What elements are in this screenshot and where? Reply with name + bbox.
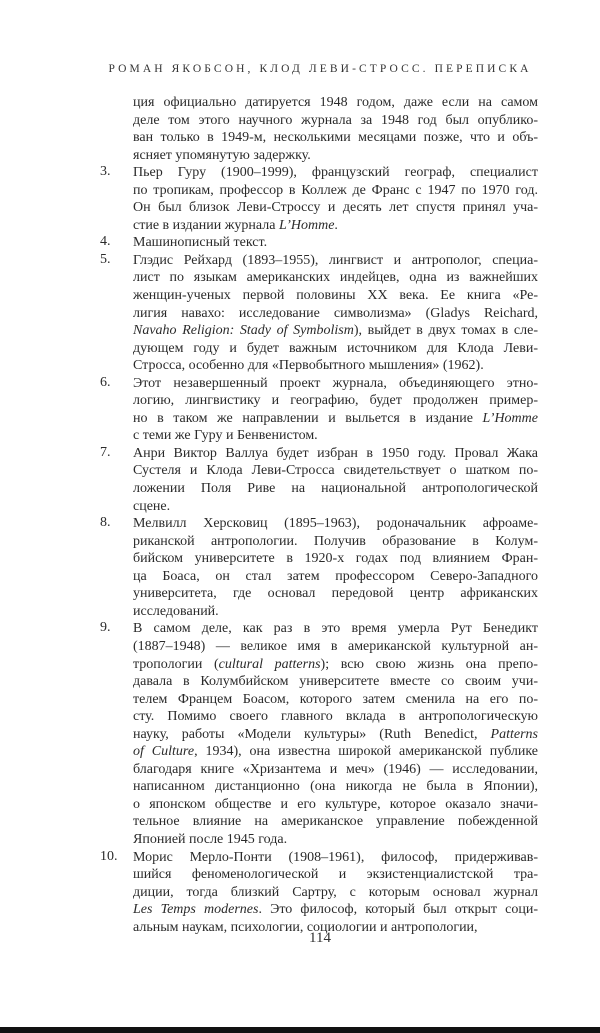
endnote bbox=[100, 620, 538, 848]
endnote-text-line: лигия навахо: исследование символизма» (Gladys Reichard, bbox=[133, 305, 538, 321]
endnote-text-line: сту. Помимо своего главного вклада в антропологическую bbox=[133, 709, 538, 725]
endnote-text-line: деле том этого научного журнала за 1948 год был опублико- bbox=[133, 112, 538, 128]
endnote-text-line: of Culture, 1934), она известна широкой американской публике bbox=[133, 744, 538, 760]
endnote-text-line: стие в издании журнала L’Homme. bbox=[133, 217, 338, 233]
endnote-text-line: Машинописный текст. bbox=[133, 235, 268, 251]
endnote bbox=[100, 94, 538, 164]
endnote-text-line: альным наукам, психологии, социологии и антропологии, bbox=[133, 919, 478, 935]
endnote-text-line: Мелвилл Херсковиц (1895–1963), родоначальник афроаме- bbox=[133, 516, 538, 532]
endnote-text-line: Пьер Гуру (1900–1999), французский географ, специалист bbox=[133, 165, 538, 181]
endnote-number: 4. bbox=[100, 234, 111, 250]
endnote-text-line: исследований. bbox=[133, 603, 219, 619]
endnote-text-line: В самом деле, как раз в это время умерла Рут Бенедикт bbox=[133, 621, 538, 637]
endnote-text-line: но в таком же направлении и выльется в издание L’Homme bbox=[133, 410, 538, 426]
endnote-text-line: сцене. bbox=[133, 498, 171, 514]
endnote-number: 7. bbox=[100, 444, 111, 460]
endnote bbox=[100, 515, 538, 620]
endnote bbox=[100, 375, 538, 445]
endnote-number: 9. bbox=[100, 620, 111, 636]
italic-title: cultural patterns bbox=[218, 656, 321, 672]
endnote-text-line: шийся феноменологической и экзистенциалистской тра- bbox=[133, 867, 538, 883]
endnote-text-line: логию, лингвистику и географию, будет продолжен пример- bbox=[133, 393, 538, 409]
endnote-text-line: Сустеля и Клода Леви-Стросса свидетельствует о шатком по- bbox=[133, 463, 538, 479]
endnote-text-line: бийском университете в 1920-х годах под влиянием Фран- bbox=[133, 551, 538, 567]
endnote-number: 10. bbox=[100, 848, 118, 864]
italic-title: L’Homme bbox=[482, 410, 538, 426]
italic-title: Patterns bbox=[490, 726, 538, 742]
endnote-text-line: диции, тогда близкий Сартру, с которым основал журнал bbox=[133, 884, 538, 900]
endnote-number: 6. bbox=[100, 374, 111, 390]
page-number: 114 bbox=[309, 930, 331, 946]
endnote bbox=[100, 164, 538, 234]
endnote-number: 8. bbox=[100, 515, 111, 531]
endnote-text-line: ван только в 1949-м, несколькими месяцами позже, что и объ- bbox=[133, 130, 538, 146]
endnote-text-line: (1887–1948) — великое имя в американской культурной ан- bbox=[133, 638, 538, 654]
bottom-border bbox=[0, 1027, 600, 1033]
endnote-text-line: Морис Мерло-Понти (1908–1961), философ, придерживав- bbox=[133, 849, 538, 865]
endnote-text-line: Les Temps modernes. Это философ, который был открыт соци- bbox=[133, 902, 539, 918]
endnote-text-line: Стросса, особенно для «Первобытного мышления» (1962). bbox=[133, 358, 484, 374]
endnote-text-line: ложении Поля Риве на национальной антропологической bbox=[133, 481, 538, 497]
endnote bbox=[100, 234, 538, 252]
endnote-text-line: женщин-ученых первой половины XX века. Ее книга «Ре- bbox=[133, 288, 538, 304]
endnote bbox=[100, 445, 538, 515]
italic-title: Les Temps modernes bbox=[133, 902, 259, 918]
endnote-text-line: Японией после 1945 года. bbox=[133, 831, 288, 847]
endnote-text-line: ца Боаса, он стал затем профессором Северо-Западного bbox=[133, 568, 538, 584]
endnote-text-line: тропологии (cultural patterns); всю свою жизнь она препо- bbox=[133, 656, 538, 672]
italic-title: L’Homme bbox=[278, 217, 335, 233]
endnote-text-line: благодаря книге «Хризантема и меч» (1946) — исследовании, bbox=[133, 761, 538, 777]
endnote-text-line: написанном дистанционно (она никогда не была в Японии), bbox=[133, 779, 538, 795]
endnote-text-line: о японском обществе и его культуре, которое оказало значи- bbox=[133, 796, 538, 812]
endnote-text-line: лист по языкам американских индейцев, одна из важнейших bbox=[133, 270, 538, 286]
italic-title: of Culture bbox=[133, 744, 195, 760]
endnote-text-line: давала в Колумбийском университете вместе со своим учи- bbox=[133, 674, 538, 690]
endnote-text-line: ясняет упомянутую задержку. bbox=[133, 147, 311, 163]
endnote-text-line: Navaho Religion: Stady of Symbolism), выйдет в двух томах в сле- bbox=[133, 323, 538, 339]
endnote bbox=[100, 849, 538, 937]
endnote-text-line: Глэдис Рейхард (1893–1955), лингвист и антрополог, специа- bbox=[133, 252, 538, 268]
endnote-text-line: университета, где основал передовой центр африканских bbox=[133, 586, 538, 602]
endnote-text-line: Он был близок Леви-Строссу и десять лет спустя принял уча- bbox=[133, 200, 538, 216]
endnote-text-line: тельное влияние на американское управление побежденной bbox=[133, 814, 538, 830]
endnote-text-line: риканской антропологии. Получив образование в Колум- bbox=[133, 533, 538, 549]
italic-title: Navaho Religion: Stady of Symbolism bbox=[133, 323, 354, 339]
endnote-text-line: с теми же Гуру и Бенвенистом. bbox=[133, 428, 318, 444]
endnote-number: 3. bbox=[100, 164, 111, 180]
endnote-text-line: Этот незавершенный проект журнала, объединяющего этно- bbox=[133, 375, 538, 391]
endnote-text-line: науку, работы «Модели культуры» (Ruth Benedict, Patterns bbox=[133, 726, 538, 742]
endnote-text-line: ция официально датируется 1948 годом, даже если на самом bbox=[133, 95, 538, 110]
endnote-text-line: Анри Виктор Валлуа будет избран в 1950 году. Провал Жака bbox=[133, 445, 538, 461]
endnote bbox=[100, 252, 538, 375]
running-head: РОМАН ЯКОБСОН, КЛОД ЛЕВИ-СТРОСС. ПЕРЕПИСКА bbox=[108, 63, 532, 75]
endnote-text-line: по тропикам, профессор в Коллеж де Франс с 1947 по 1970 год. bbox=[133, 182, 538, 198]
endnote-number: 5. bbox=[100, 251, 111, 267]
endnote-text-line: телем Францем Боасом, которого затем сменила на его по- bbox=[133, 691, 538, 707]
endnote-text-line: дующем году и будет важным источником для Клода Леви- bbox=[133, 340, 538, 356]
endnotes-list bbox=[100, 94, 538, 936]
